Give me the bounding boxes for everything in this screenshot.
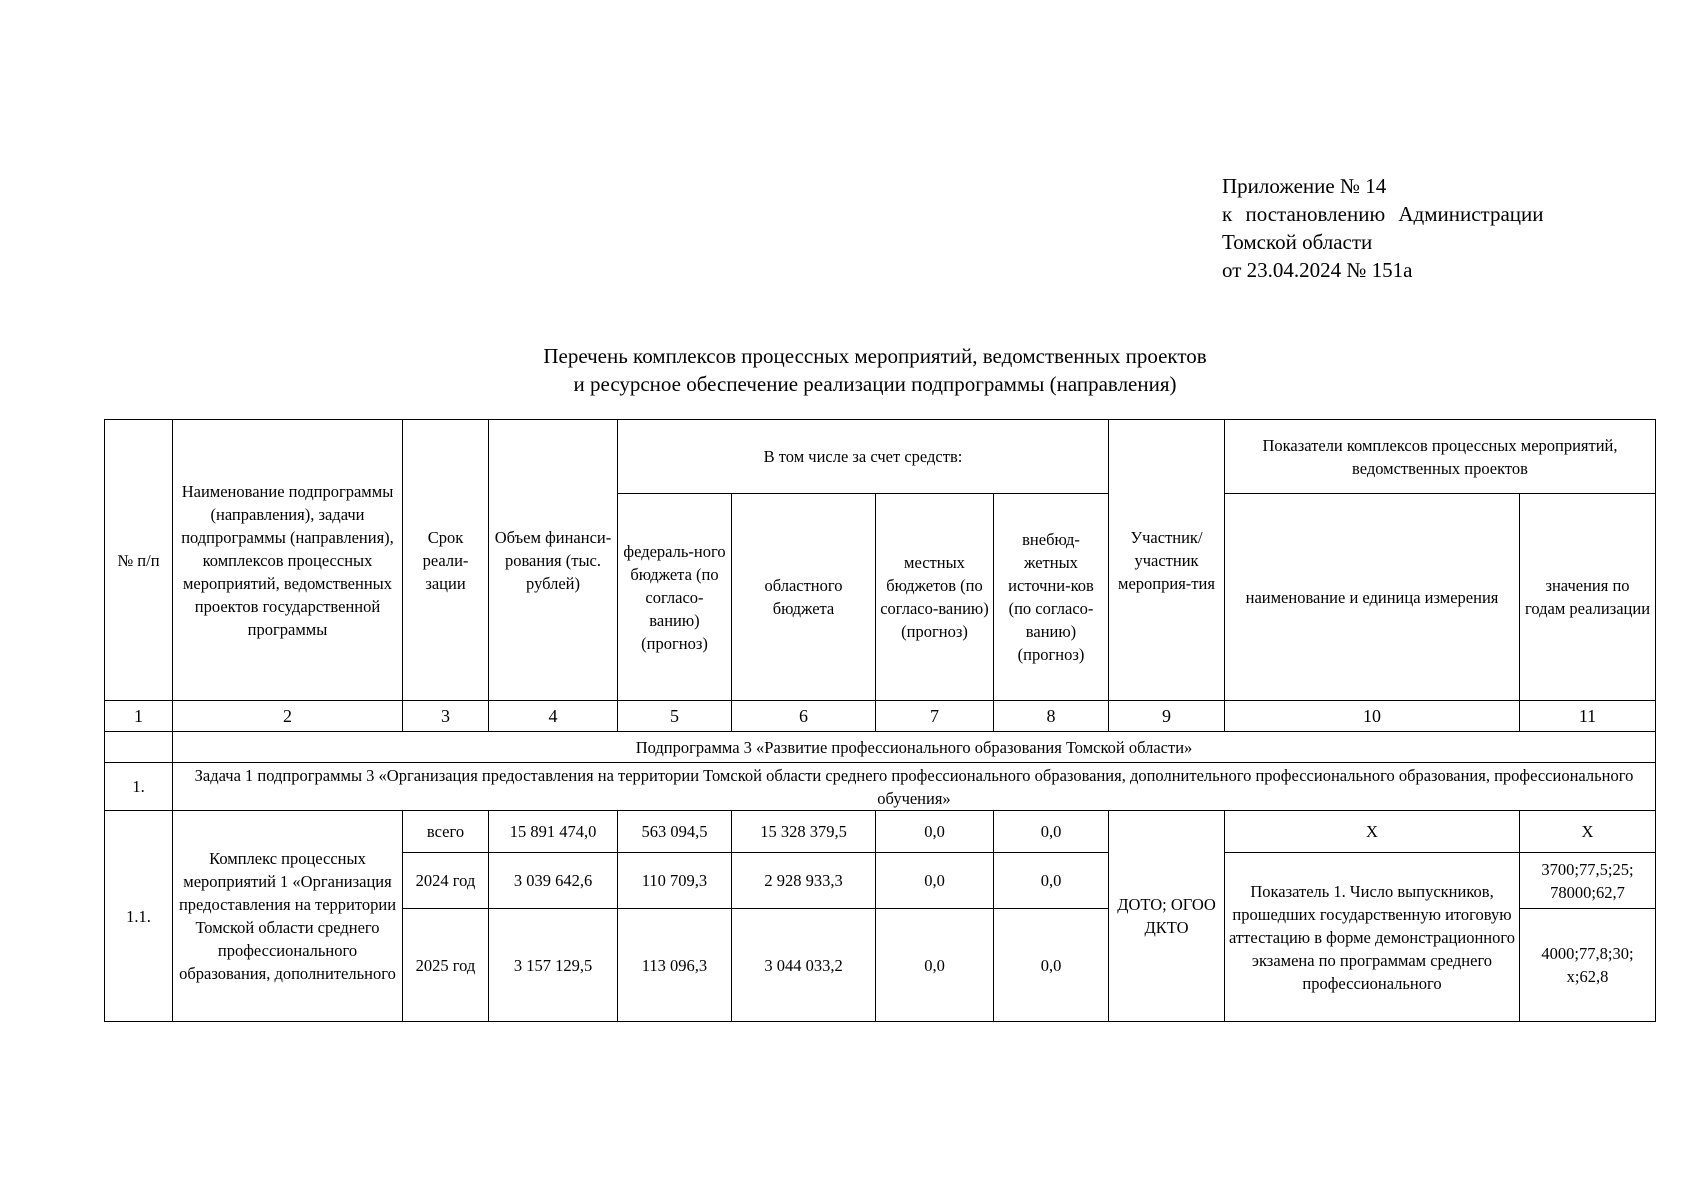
col-number-5: 5 bbox=[618, 701, 732, 732]
complex-name-text: Комплекс процессных мероприятий 1 «Организация предоставления на территории Томской области среднего профессионального образования, дополнительного bbox=[178, 849, 397, 983]
header-extra: внебюд-жетных источни-ков (по согласо-ванию) (прогноз) bbox=[994, 494, 1109, 701]
regional-2025: 3 044 033,2 bbox=[732, 909, 876, 1022]
extra-2024: 0,0 bbox=[994, 853, 1109, 909]
header-num: № п/п bbox=[105, 420, 173, 701]
header-name: Наименование подпрограммы (направления), задачи подпрограммы (направления), комплексов процессных мероприятий, ведомственных проектов государственной программы bbox=[173, 420, 403, 701]
header-term: Срок реали-зации bbox=[403, 420, 489, 701]
col-number-10: 10 bbox=[1225, 701, 1520, 732]
header-indicator-name: наименование и единица измерения bbox=[1225, 494, 1520, 701]
indicator-x-name: X bbox=[1225, 811, 1520, 853]
appendix-region: Томской области bbox=[1222, 230, 1373, 254]
indicator-x-value: X bbox=[1520, 811, 1656, 853]
volume-total: 15 891 474,0 bbox=[489, 811, 618, 853]
header-indicators: Показатели комплексов процессных мероприятий, ведомственных проектов bbox=[1225, 420, 1656, 494]
task-num: 1. bbox=[105, 763, 173, 811]
col-number-9: 9 bbox=[1109, 701, 1225, 732]
task-row bbox=[105, 763, 1656, 811]
document-title bbox=[104, 342, 1646, 398]
header-local: местных бюджетов (по согласо-ванию) (прогноз) bbox=[876, 494, 994, 701]
appendix-block bbox=[1222, 172, 1544, 284]
resource-table bbox=[104, 419, 1656, 1022]
local-total: 0,0 bbox=[876, 811, 994, 853]
indicator-value-2024: 3700;77,5;25; 78000;62,7 bbox=[1520, 853, 1656, 909]
subprogram-row bbox=[105, 732, 1656, 763]
federal-total: 563 094,5 bbox=[618, 811, 732, 853]
col-number-1: 1 bbox=[105, 701, 173, 732]
indicator-name: Показатель 1. Число выпускников, прошедших государственную итоговую аттестацию в форме демонстрационного экзамена по программам среднего профессионального bbox=[1225, 853, 1520, 1022]
indicator-value-2025: 4000;77,8;30; x;62,8 bbox=[1520, 909, 1656, 1022]
task-text: Задача 1 подпрограммы 3 «Организация предоставления на территории Томской области среднего профессионального образования, дополнительного профессионального образования, профессионального обучения» bbox=[173, 763, 1656, 811]
complex-name bbox=[173, 811, 403, 1022]
col-number-11: 11 bbox=[1520, 701, 1656, 732]
header-participant: Участник/ участник мероприя-тия bbox=[1109, 420, 1225, 701]
regional-2024: 2 928 933,3 bbox=[732, 853, 876, 909]
header-volume: Объем финанси-рования (тыс. рублей) bbox=[489, 420, 618, 701]
col-number-6: 6 bbox=[732, 701, 876, 732]
extra-total: 0,0 bbox=[994, 811, 1109, 853]
regional-total: 15 328 379,5 bbox=[732, 811, 876, 853]
appendix-decree: к постановлению Администрации bbox=[1222, 202, 1544, 226]
federal-2024: 110 709,3 bbox=[618, 853, 732, 909]
appendix-number: Приложение № 14 bbox=[1222, 174, 1387, 198]
term-2024: 2024 год bbox=[403, 853, 489, 909]
header-including: В том числе за счет средств: bbox=[618, 420, 1109, 494]
complex-num: 1.1. bbox=[105, 811, 173, 1022]
title-line-2: и ресурсное обеспечение реализации подпрограммы (направления) bbox=[573, 372, 1177, 396]
local-2024: 0,0 bbox=[876, 853, 994, 909]
complex-participant: ДОТО; ОГОО ДКТО bbox=[1109, 811, 1225, 1022]
col-number-2: 2 bbox=[173, 701, 403, 732]
header-federal: федераль-ного бюджета (по согласо-ванию) (прогноз) bbox=[618, 494, 732, 701]
volume-2024: 3 039 642,6 bbox=[489, 853, 618, 909]
col-number-8: 8 bbox=[994, 701, 1109, 732]
header-regional: областного бюджета bbox=[732, 494, 876, 701]
col-number-4: 4 bbox=[489, 701, 618, 732]
title-line-1: Перечень комплексов процессных мероприятий, ведомственных проектов bbox=[543, 344, 1207, 368]
term-2025: 2025 год bbox=[403, 909, 489, 1022]
complex-row-total bbox=[105, 811, 1656, 853]
appendix-date: от 23.04.2024 № 151а bbox=[1222, 258, 1413, 282]
local-2025: 0,0 bbox=[876, 909, 994, 1022]
term-total: всего bbox=[403, 811, 489, 853]
col-number-3: 3 bbox=[403, 701, 489, 732]
subprogram-num-cell bbox=[105, 732, 173, 763]
subprogram-title: Подпрограмма 3 «Развитие профессионального образования Томской области» bbox=[173, 732, 1656, 763]
volume-2025: 3 157 129,5 bbox=[489, 909, 618, 1022]
extra-2025: 0,0 bbox=[994, 909, 1109, 1022]
header-indicator-values: значения по годам реализации bbox=[1520, 494, 1656, 701]
column-numbers-row bbox=[105, 701, 1656, 732]
federal-2025: 113 096,3 bbox=[618, 909, 732, 1022]
col-number-7: 7 bbox=[876, 701, 994, 732]
